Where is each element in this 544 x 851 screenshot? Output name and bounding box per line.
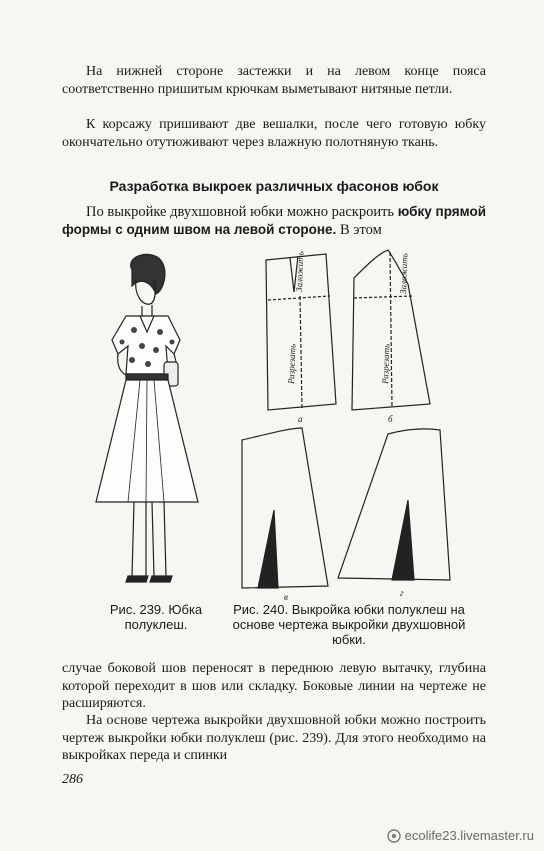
figure-239-caption: Рис. 239. Юбка полуклеш. — [109, 602, 203, 632]
label-b: б — [388, 414, 393, 424]
label-zalozhit-b: Заложить — [398, 253, 410, 295]
label-razrezat-a: Разрезать — [286, 343, 298, 385]
paragraph-4: случае боковой шов переносят в переднюю левую вытачку, глубина которой переходит в шов или складку. Боковые линии на чертеже не расширяются. — [62, 661, 486, 711]
label-zalozhit-a: Заложить — [294, 251, 306, 293]
page-number: 286 — [62, 772, 83, 787]
label-g: г — [400, 588, 404, 598]
paragraph-3-bold: юбку прямой формы с одним швом на левой стороне. — [62, 204, 486, 237]
pattern-v — [242, 428, 328, 588]
label-a: а — [298, 414, 303, 424]
eye-circle-icon — [387, 829, 401, 843]
figure-240-caption: Рис. 240. Выкройка юбки полуклеш на основе чертежа выкройки двухшовной юбки. — [232, 602, 466, 647]
pattern-b — [352, 250, 430, 410]
section-heading: Разработка выкроек различных фасонов юбок — [109, 178, 439, 194]
paragraph-3 — [62, 203, 486, 239]
paragraph-1: На нижней стороне застежки и на левом конце пояса соответственно пришитым крючкам выметывают нитяные петли. — [62, 64, 486, 97]
figure-239-illustration — [84, 250, 224, 602]
label-razrezat-b: Разрезать — [380, 343, 392, 385]
figure-240-diagram — [228, 244, 464, 604]
paragraph-5: На основе чертежа выкройки двухшовной юбки можно построить чертеж выкройки юбки полуклеш (рис. 239). Для этого необходимо на выкройках переда и спинки — [62, 713, 486, 763]
label-v: в — [284, 592, 288, 602]
pattern-g — [338, 429, 450, 580]
paragraph-3-end: В этом — [336, 222, 382, 238]
paragraph-3-start: По выкройке двухшовной юбки можно раскроить — [86, 204, 398, 220]
watermark — [387, 828, 534, 843]
paragraph-2: К корсажу пришивают две вешалки, после чего готовую юбку окончательно отутюживают через влажную полотняную ткань. — [62, 117, 486, 150]
watermark-text: ecolife23.livemaster.ru — [404, 828, 534, 843]
